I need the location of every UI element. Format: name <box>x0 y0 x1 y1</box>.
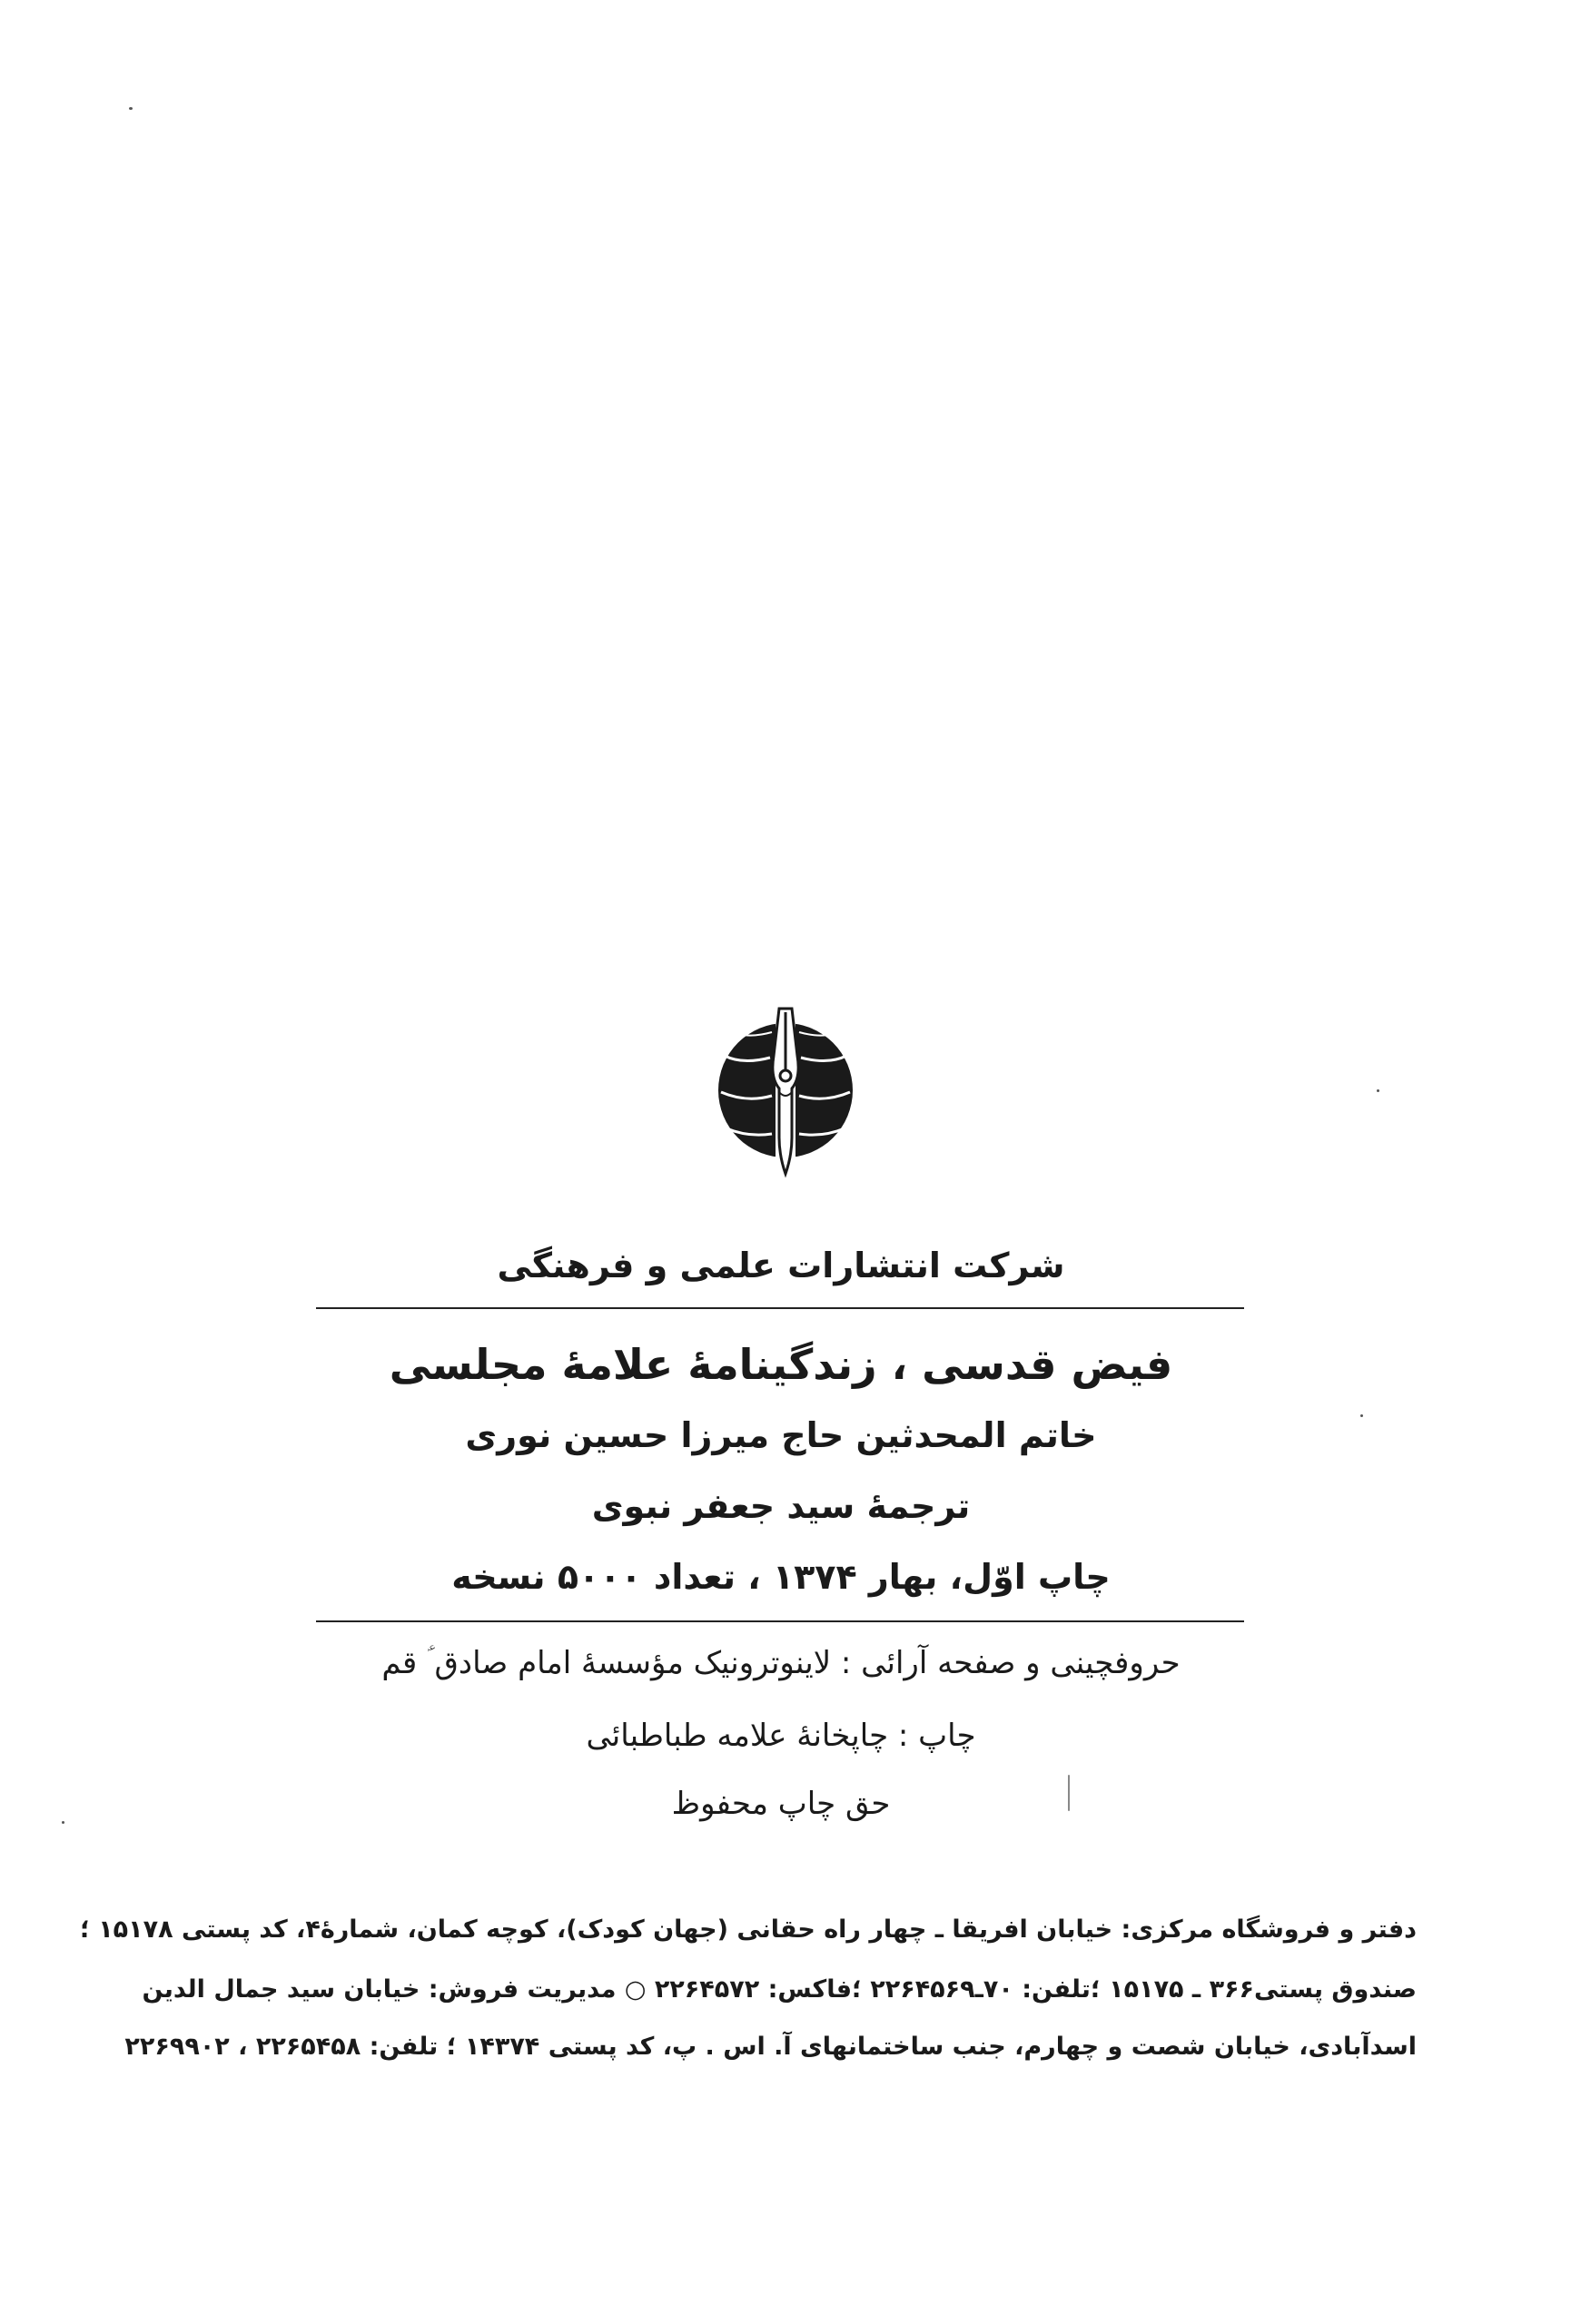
scan-speck <box>62 1821 64 1824</box>
book-author: خاتم المحدثین حاج میرزا حسین نوری <box>465 1415 1097 1455</box>
scan-speck <box>129 107 133 110</box>
scan-speck <box>1068 1775 1070 1811</box>
scan-speck <box>1377 1089 1379 1092</box>
book-translator: ترجمهٔ سید جعفر نبوی <box>591 1486 971 1526</box>
printer-credit: چاپ : چاپخانهٔ علامه طباطبائی <box>586 1718 976 1754</box>
scan-speck <box>1360 1414 1363 1417</box>
publisher-name: شرکت انتشارات علمی و فرهنگی <box>497 1246 1065 1285</box>
publisher-logo-icon <box>716 1001 855 1179</box>
divider-bottom <box>316 1620 1244 1622</box>
copyright-notice: حق چاپ محفوظ <box>671 1786 891 1822</box>
edition-info: چاپ اوّل، بهار ۱۳۷۴ ، تعداد ۵۰۰۰ نسخه <box>451 1557 1111 1597</box>
address-line-1: دفتر و فروشگاه مرکزی: خیابان افریقا ـ چهار راه حقانی (جهان کودک)، کوچه کمان، شمارهٔ۴، کد پستی ۱۵۱۷۸ ؛ <box>80 1915 1417 1944</box>
typesetting-credit: حروفچینی و صفحه آرائی : لاینوترونیک مؤسسهٔ امام صادق ؑ قم <box>381 1645 1181 1681</box>
book-title: فیض قدسی ، زندگینامهٔ علامهٔ مجلسی <box>389 1340 1173 1389</box>
divider-top <box>316 1307 1244 1309</box>
address-line-2: صندوق پستی۳۶۶ ـ ۱۵۱۷۵ ؛تلفن: ۷۰ـ۲۲۶۴۵۶۹ ؛فاکس: ۲۲۶۴۵۷۲ ○ مدیریت فروش: خیابان سید جمال الدین <box>142 1975 1417 2004</box>
address-line-3: اسدآبادی، خیابان شصت و چهارم، جنب ساختمانهای آ. اس . پ، کد پستی ۱۴۳۷۴ ؛ تلفن: ۲۲۶۵۴۵۸ ، ۲۲۶۹۹۰۲ <box>124 2033 1417 2061</box>
